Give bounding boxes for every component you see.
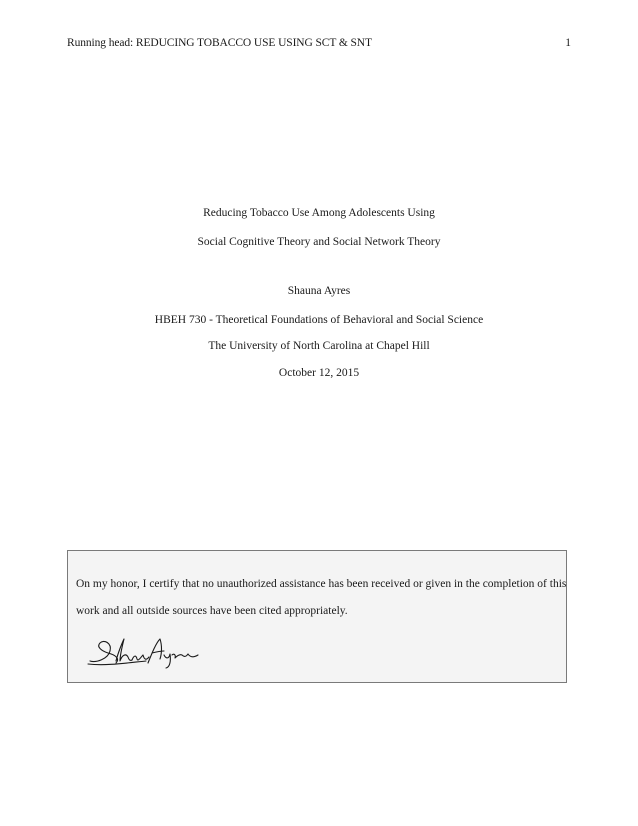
author-name: Shauna Ayres [287, 285, 351, 297]
submission-date: October 12, 2015 [278, 367, 360, 379]
honor-pledge-line-2: work and all outside sources have been cited appropriately. [76, 605, 348, 617]
honor-pledge-line-1: On my honor, I certify that no unauthorized assistance has been received or given in the completion of this [76, 578, 567, 590]
title-line-2: Social Cognitive Theory and Social Network Theory [197, 236, 441, 248]
institution-name: The University of North Carolina at Chapel Hill [208, 340, 430, 352]
honor-pledge-box [67, 550, 567, 683]
page-number: 1 [565, 37, 571, 49]
running-head: Running head: REDUCING TOBACCO USE USING SCT & SNT [67, 37, 372, 49]
course-name: HBEH 730 - Theoretical Foundations of Behavioral and Social Science [154, 314, 484, 326]
handwritten-signature [86, 633, 206, 669]
title-line-1: Reducing Tobacco Use Among Adolescents Using [203, 207, 435, 219]
